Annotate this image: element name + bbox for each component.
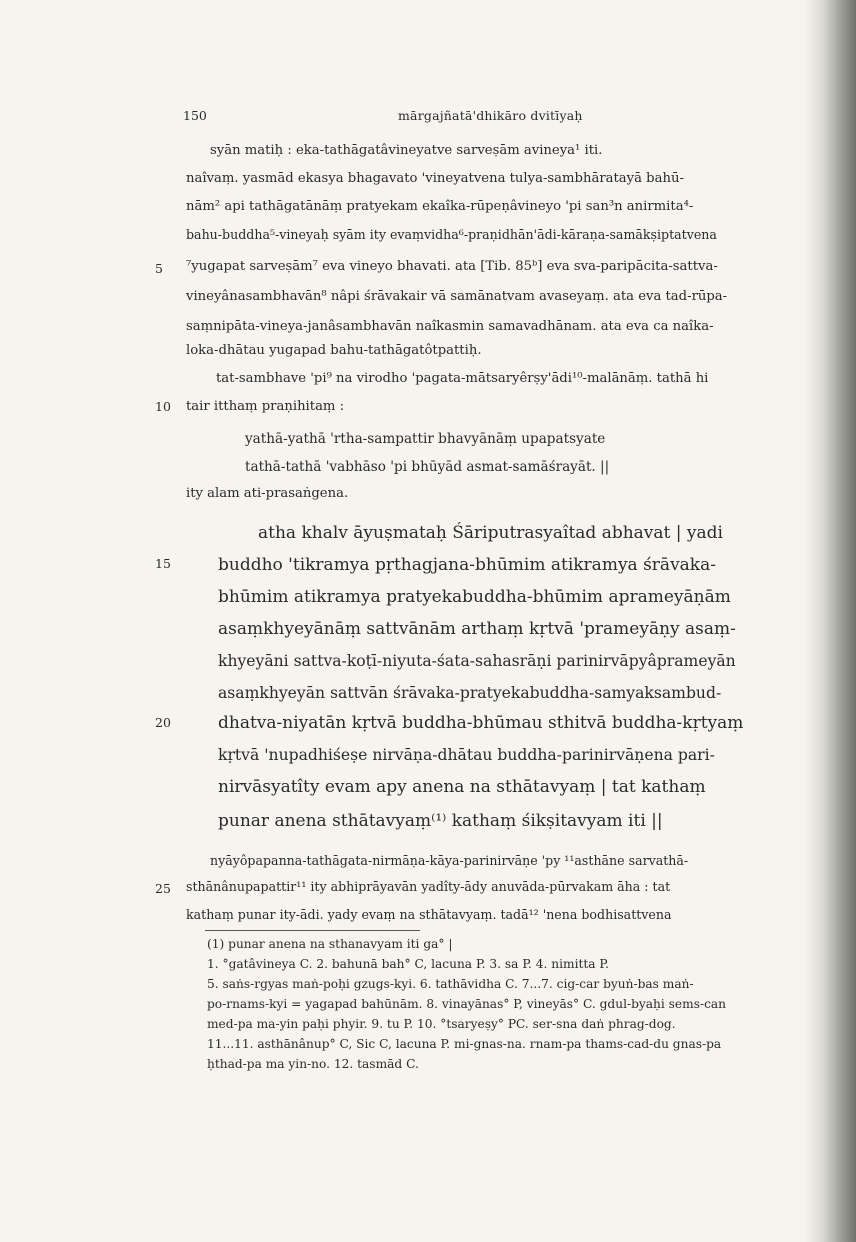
footnote-line: po-rnams-kyi = yagapad bahūnām. 8. vinayānas° P, vineyās° C. gdul-byaḥi sems-can [207,997,727,1011]
quote-line: kṛtvā 'nupadhiśeṣe nirvāṇa-dhātau buddha-parinirvāṇena pari- [218,746,715,764]
text-line: sthānânupapattir¹¹ ity abhiprāyavān yadîty-ādy anuvāda-pūrvakam āha : tat [186,879,671,894]
page-number: 150 [183,108,207,123]
footnote-rule [205,930,420,931]
verse-line: tathā-tathā 'vabhāso 'pi bhūyād asmat-samāśrayāt. || [245,459,610,475]
page-header [183,108,783,126]
footnote-line: 5. saṅs-rgyas maṅ-poḥi gzugs-kyi. 6. tathāvidha C. 7...7. cig-car byuṅ-bas maṅ- [207,977,694,991]
line-number: 5 [155,261,163,276]
text-line: syān matiḥ : eka-tathāgatâvineyatve sarveṣām avineya¹ iti. [210,143,603,158]
running-head: mārgajñatā'dhikāro dvitīyaḥ [398,108,583,123]
text-line: ⁷yugapat sarveṣām⁷ eva vineyo bhavati. ata [Tib. 85ᵇ] eva sva-paripācita-sattva- [186,259,718,274]
footnote-line: med-pa ma-yin paḥi phyir. 9. tu P. 10. °tsaryeṣy° PC. ser-sna daṅ phrag-dog. [207,1017,676,1031]
text-line: nyāyôpapanna-tathāgata-nirmāṇa-kāya-parinirvāṇe 'py ¹¹asthāne sarvathā- [210,853,689,868]
quote-line: dhatva-niyatān kṛtvā buddha-bhūmau sthitvā buddha-kṛtyaṃ [218,713,744,733]
quote-line: nirvāsyatîty evam apy anena na sthātavyaṃ | tat kathaṃ [218,777,706,797]
text-line: tair itthaṃ praṇihitaṃ : [186,399,345,414]
quote-line: asaṃkhyeyānāṃ sattvānām arthaṃ kṛtvā 'prameyāṇy asaṃ- [218,619,736,639]
book-binding-shadow [804,0,856,1242]
text-line: kathaṃ punar ity-ādi. yady evaṃ na sthātavyaṃ. tadā¹² 'nena bodhisattvena [186,907,672,922]
text-line: bahu-buddha⁵-vineyaḥ syām ity evaṃvidha⁶-praṇidhān'ādi-kāraṇa-samākṣiptatvena [186,227,717,242]
text-line: naîvaṃ. yasmād ekasya bhagavato 'vineyatvena tulya-sambhāratayā bahū- [186,171,684,186]
text-line: saṃnipāta-vineya-janâsambhavān naîkasmin samavadhānam. ata eva ca naîka- [186,319,714,334]
quote-line: punar anena sthātavyaṃ⁽¹⁾ kathaṃ śikṣitavyam iti || [218,811,663,831]
quote-line: bhūmim atikramya pratyekabuddha-bhūmim aprameyāṇām [218,587,731,607]
quote-line: buddho 'tikramya pṛthagjana-bhūmim atikramya śrāvaka- [218,555,716,575]
quote-line: atha khalv āyuṣmataḥ Śāriputrasyaîtad abhavat | yadi [258,523,723,543]
text-line: tat-sambhave 'pi⁹ na virodho 'pagata-mātsaryêrṣy'ādi¹⁰-malānāṃ. tathā hi [216,371,709,386]
line-number: 25 [155,881,171,896]
quote-line: khyeyāni sattva-koṭī-niyuta-śata-sahasrāṇi parinirvāpyâprameyān [218,652,736,670]
footnote-line: 11...11. asthānânup° C, Sic C, lacuna P. mi-gnas-na. rnam-pa thams-cad-du gnas-pa [207,1037,722,1051]
text-line: nām² api tathāgatānāṃ pratyekam ekaîka-rūpeṇâvineyo 'pi san³n anirmita⁴- [186,199,694,214]
line-number: 10 [155,399,171,414]
footnote-line: (1) punar anena na sthanavyam iti ga° | [207,937,453,951]
footnote-line: 1. °gatâvineya C. 2. bahunā bah° C, lacuna P. 3. sa P. 4. nimitta P. [207,957,610,971]
quote-line: asaṃkhyeyān sattvān śrāvaka-pratyekabuddha-samyaksambud- [218,684,722,702]
line-number: 20 [155,715,171,730]
text-line: vineyânasambhavān⁸ nâpi śrāvakair vā samānatvam avaseyaṃ. ata eva tad-rūpa- [186,289,728,304]
line-number: 15 [155,556,171,571]
closing-line: ity alam ati-prasaṅgena. [186,486,349,501]
verse-line: yathā-yathā 'rtha-sampattir bhavyānāṃ upapatsyate [245,431,606,447]
text-line: loka-dhātau yugapad bahu-tathāgatôtpattiḥ. [186,343,482,358]
footnote-line: ḥthad-pa ma yin-no. 12. tasmād C. [207,1057,419,1071]
